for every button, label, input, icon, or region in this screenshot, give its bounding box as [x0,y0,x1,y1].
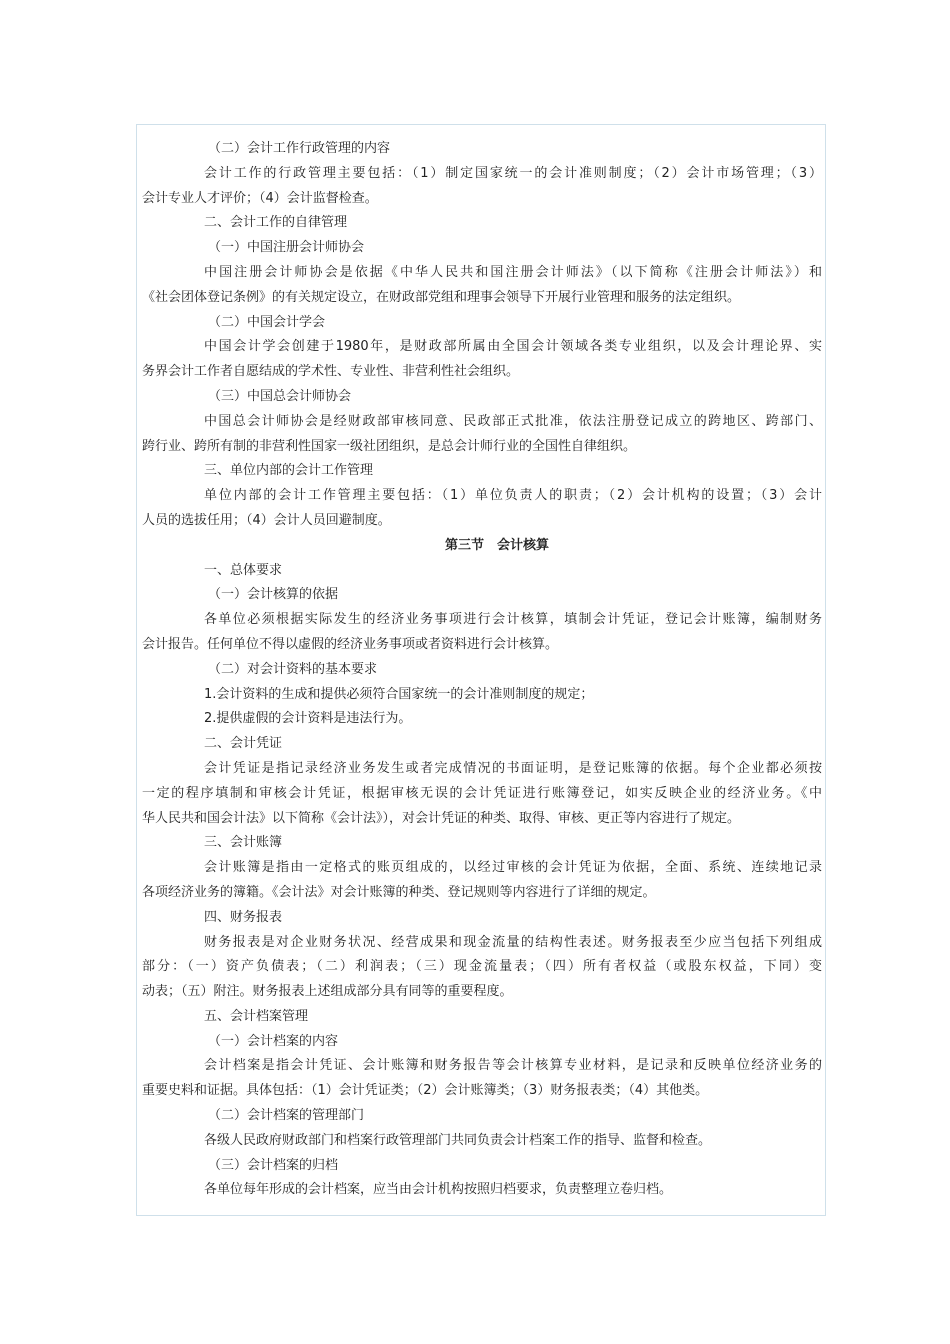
paragraph-line: 务界会计工作者自愿结成的学术性、专业性、非营利性社会组织。 [142,364,520,380]
subheading: （二）会计工作行政管理的内容 [208,141,391,156]
section-heading: 四、财务报表 [204,909,283,925]
paragraph-line: 部分：（一）资产负债表；（二）利润表；（三）现金流量表；（四）所有者权益（或股东权益，下同）变 [142,959,822,975]
section-heading: 二、会计工作的自律管理 [204,215,348,231]
subheading: （一）会计档案的内容 [208,1033,339,1049]
subheading: （二）会计档案的管理部门 [208,1108,365,1124]
section-heading: 三、会计账簿 [204,835,283,851]
paragraph-line: 华人民共和国会计法》以下简称《会计法》），对会计凭证的种类、取得、审核、更正等内容进行了规定。 [142,810,741,826]
paragraph-line: 《社会团体登记条例》的有关规定设立，在财政部党组和理事会领导下开展行业管理和服务的法定组织。 [142,289,741,305]
section-heading: 二、会计凭证 [204,736,283,752]
subheading: （三）中国总会计师协会 [208,388,352,404]
section-heading: 三、单位内部的会计工作管理 [204,463,374,479]
subheading: （一）中国注册会计师协会 [208,240,365,256]
paragraph-line: 各单位必须根据实际发生的经济业务事项进行会计核算，填制会计凭证，登记会计账簿，编制财务 [204,612,822,628]
paragraph-line: 各级人民政府财政部门和档案行政管理部门共同负责会计档案工作的指导、监督和检查。 [204,1132,712,1148]
chapter-title: 第三节 会计核算 [444,537,549,553]
subheading: （二）中国会计学会 [208,314,326,330]
subheading: （二）对会计资料的基本要求 [208,661,378,677]
paragraph-line: 人员的选拔任用；（4）会计人员回避制度。 [142,512,391,528]
paragraph-line: 各项经济业务的簿籍。《会计法》对会计账簿的种类、登记规则等内容进行了详细的规定。 [142,884,656,900]
paragraph-line: 中国注册会计师协会是依据《中华人民共和国注册会计师法》（以下简称《注册会计师法》）和 [204,264,822,280]
section-heading: 五、会计档案管理 [204,1008,309,1024]
paragraph-line: 一定的程序填制和审核会计凭证，根据审核无误的会计凭证进行账簿登记，如实反映企业的经济业务。《中 [142,785,822,801]
paragraph-line: 中国会计学会创建于1980年，是财政部所属由全国会计领域各类专业组织，以及会计理论界、实 [204,339,822,355]
paragraph-line: 会计工作的行政管理主要包括：（1）制定国家统一的会计准则制度；（2）会计市场管理；（3） [204,165,822,181]
paragraph-line: 各单位每年形成的会计档案，应当由会计机构按照归档要求，负责整理立卷归档。 [204,1182,673,1198]
paragraph-line: 会计专业人才评价；（4）会计监督检查。 [142,190,378,206]
paragraph-line: 会计档案是指会计凭证、会计账簿和财务报告等会计核算专业材料，是记录和反映单位经济业务的 [204,1058,822,1074]
paragraph-line: 跨行业、跨所有制的非营利性国家一级社团组织，是总会计师行业的全国性自律组织。 [142,438,637,454]
section-heading: 一、总体要求 [204,562,283,578]
paragraph-line: 动表；（五）附注。财务报表上述组成部分具有同等的重要程度。 [142,984,513,1000]
paragraph-line: 单位内部的会计工作管理主要包括：（1）单位负责人的职责；（2）会计机构的设置；（3）会计 [204,488,822,504]
paragraph-line: 财务报表是对企业财务状况、经营成果和现金流量的结构性表述。财务报表至少应当包括下列组成 [204,934,822,950]
document-body [142,137,822,1203]
list-item: 2.提供虚假的会计资料是违法行为。 [204,711,412,727]
paragraph-line: 中国总会计师协会是经财政部审核同意、民政部正式批准，依法注册登记成立的跨地区、跨部门、 [204,413,822,429]
paragraph-line: 重要史料和证据。具体包括：（1）会计凭证类；（2）会计账簿类；（3）财务报表类；（4）其他类。 [142,1083,709,1099]
list-item: 1.会计资料的生成和提供必须符合国家统一的会计准则制度的规定； [204,686,594,702]
paragraph-line: 会计账簿是指由一定格式的账页组成的，以经过审核的会计凭证为依据，全面、系统、连续地记录 [204,860,822,876]
subheading: （三）会计档案的归档 [208,1157,339,1173]
paragraph-line: 会计凭证是指记录经济业务发生或者完成情况的书面证明，是登记账簿的依据。每个企业都必须按 [204,760,822,776]
subheading: （一）会计核算的依据 [208,587,339,603]
paragraph-line: 会计报告。任何单位不得以虚假的经济业务事项或者资料进行会计核算。 [142,636,559,652]
